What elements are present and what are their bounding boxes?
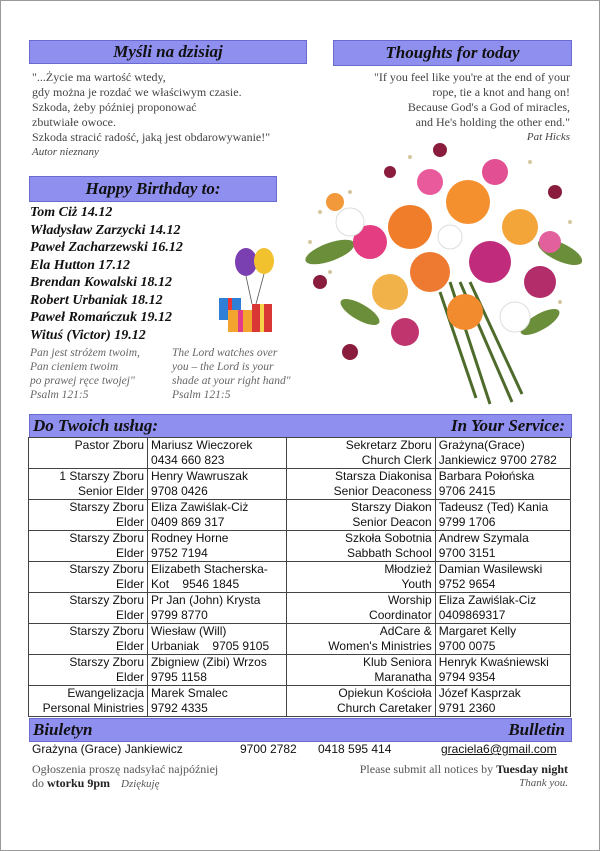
- role-line: Starsza Diakonisa: [335, 469, 432, 483]
- name-line: Eliza Zawiślak-Ciż: [151, 500, 249, 514]
- role-line: Starszy Zboru: [69, 655, 145, 669]
- name-line: Tadeusz (Ted) Kania: [438, 500, 549, 514]
- service-name-cell: [435, 686, 570, 717]
- bulletin-title-en: Bulletin: [508, 720, 565, 739]
- name-line: Henry Wawruszak: [151, 469, 248, 483]
- service-row: [29, 500, 571, 531]
- role-line: Starszy Zboru: [69, 531, 145, 545]
- bulletin-note-english: [300, 762, 568, 790]
- role-line: Starszy Diakon: [351, 500, 432, 514]
- role-line: Personal Ministries: [42, 701, 145, 715]
- birthday-item: Paweł Zacharzewski 16.12: [30, 240, 183, 255]
- name-line: 9752 9654: [438, 577, 496, 591]
- note-en-line-1: [300, 762, 568, 776]
- birthday-item: Tom Ciż 14.12: [30, 205, 113, 220]
- service-name-cell: [435, 531, 570, 562]
- name-line: Eliza Zawiślak-Ciz: [438, 593, 537, 607]
- name-line: Pr Jan (John) Krysta: [151, 593, 261, 607]
- name-line: Elizabeth Stacherska-: [151, 562, 268, 576]
- mysli-quote: [32, 70, 307, 160]
- note-pl-prefix: do: [32, 776, 47, 790]
- role-line: Sekretarz Zboru: [345, 438, 432, 452]
- mysli-line: "...Życie ma wartość wtedy,: [32, 70, 166, 84]
- service-role-cell: [286, 624, 435, 655]
- role-line: Pastor Zboru: [74, 438, 145, 452]
- role-line: Sabbath School: [347, 546, 432, 560]
- role-line: Elder: [116, 608, 145, 622]
- role-line: Elder: [116, 546, 145, 560]
- service-row: [29, 686, 571, 717]
- name-line: 9795 1158: [151, 670, 207, 684]
- service-table: [28, 437, 571, 717]
- note-en-prefix: Please submit all notices by: [359, 762, 497, 776]
- name-line: Andrew Szymala: [438, 531, 529, 545]
- name-line: 9708 0426: [151, 484, 208, 498]
- role-line: Starszy Zboru: [69, 500, 145, 514]
- birthday-list: [30, 204, 183, 344]
- note-pl-line-1: Ogłoszenia proszę nadsyłać najpóźniej: [32, 762, 219, 776]
- name-line: 9799 1706: [438, 515, 496, 529]
- service-name-cell: [148, 438, 287, 469]
- thoughts-line: Because God's a God of miracles,: [407, 100, 570, 114]
- service-name-cell: [148, 531, 287, 562]
- name-line: Henryk Kwaśniewski: [438, 655, 549, 669]
- bulletin-contact-name: Grażyna (Grace) Jankiewicz: [32, 742, 183, 756]
- note-pl-deadline: wtorku 9pm: [47, 776, 111, 790]
- name-line: 9799 8770: [151, 608, 208, 622]
- service-row: [29, 655, 571, 686]
- flower-bouquet-icon: [290, 132, 592, 414]
- service-row: [29, 469, 571, 500]
- name-line: 0434 660 823: [151, 453, 225, 467]
- psalm-line: Psalm 121:5: [172, 389, 231, 401]
- role-line: Młodzież: [384, 562, 432, 576]
- psalm-english: [172, 346, 291, 402]
- role-line: Senior Elder: [78, 484, 145, 498]
- name-line: Rodney Horne: [151, 531, 229, 545]
- role-line: Women's Ministries: [328, 639, 432, 653]
- service-row: [29, 624, 571, 655]
- service-role-cell: [286, 686, 435, 717]
- role-line: Elder: [116, 670, 145, 684]
- service-name-cell: [435, 469, 570, 500]
- service-role-cell: [29, 469, 148, 500]
- service-role-cell: [29, 593, 148, 624]
- role-line: Ewangelizacja: [67, 686, 145, 700]
- role-line: 1 Starszy Zboru: [59, 469, 145, 483]
- service-row: [29, 438, 571, 469]
- name-line: Barbara Połońska: [438, 469, 535, 483]
- service-table-body: [29, 438, 571, 717]
- service-role-cell: [286, 655, 435, 686]
- psalm-polish: [30, 346, 140, 402]
- service-role-cell: [29, 531, 148, 562]
- service-name-cell: [148, 469, 287, 500]
- bulletin-banner: [29, 718, 572, 742]
- mysli-line: Szkoda, żeby później proponować: [32, 100, 197, 114]
- thoughts-author: Pat Hicks: [526, 131, 570, 143]
- name-line: Józef Kasprzak: [438, 686, 521, 700]
- service-role-cell: [286, 469, 435, 500]
- role-line: Elder: [116, 577, 145, 591]
- name-line: Urbaniak 9705 9105: [151, 639, 270, 653]
- role-line: Starszy Zboru: [69, 624, 145, 638]
- service-title-pl: Do Twoich usług:: [33, 416, 159, 435]
- bulletin-phone-1: 9700 2782: [240, 742, 297, 756]
- bulletin-title-pl: Biuletyn: [33, 720, 93, 739]
- psalm-line: Psalm 121:5: [30, 389, 89, 401]
- service-role-cell: [29, 438, 148, 469]
- birthday-item: Paweł Romańczuk 19.12: [30, 310, 172, 325]
- name-line: Marek Smalec: [151, 686, 228, 700]
- note-en-deadline: Tuesday night: [496, 762, 568, 776]
- service-name-cell: [148, 562, 287, 593]
- note-pl-line-2: [32, 776, 218, 791]
- service-name-cell: [435, 438, 570, 469]
- mysli-line: gdy można je rozdać we właściwym czasie.: [32, 85, 242, 99]
- service-row: [29, 531, 571, 562]
- balloons-gifts-icon: [214, 246, 278, 334]
- service-banner: [29, 414, 572, 438]
- service-role-cell: [29, 624, 148, 655]
- service-name-cell: [435, 562, 570, 593]
- role-line: Church Clerk: [361, 453, 432, 467]
- thoughts-line: rope, tie a knot and hang on!: [432, 85, 570, 99]
- thoughts-banner: Thoughts for today: [333, 40, 572, 66]
- service-role-cell: [286, 438, 435, 469]
- note-en-thanks: Thank you.: [519, 777, 568, 789]
- name-line: Kot 9546 1845: [151, 577, 240, 591]
- name-line: Jankiewicz 9700 2782: [438, 453, 557, 467]
- service-name-cell: [148, 624, 287, 655]
- psalm-line: shade at your right hand": [172, 375, 291, 387]
- psalm-line: you – the Lord is your: [172, 361, 274, 373]
- role-line: Elder: [116, 515, 145, 529]
- birthday-item: Brendan Kowalski 18.12: [30, 275, 172, 290]
- service-role-cell: [29, 500, 148, 531]
- name-line: Mariusz Wieczorek: [151, 438, 253, 452]
- mysli-author: Autor nieznany: [32, 146, 99, 158]
- psalm-line: Pan cieniem twoim: [30, 361, 119, 373]
- mysli-banner: Myśli na dzisiaj: [29, 40, 307, 64]
- role-line: Szkoła Sobotnia: [345, 531, 432, 545]
- bulletin-phone-2: 0418 595 414: [318, 742, 392, 756]
- name-line: 9794 9354: [438, 670, 496, 684]
- service-name-cell: [148, 500, 287, 531]
- role-line: Church Caretaker: [337, 701, 432, 715]
- bulletin-email-link[interactable]: graciela6@gmail.com: [441, 742, 557, 756]
- service-name-cell: [435, 624, 570, 655]
- service-name-cell: [435, 655, 570, 686]
- name-line: Wiesław (Will): [151, 624, 227, 638]
- name-line: 9700 3151: [438, 546, 496, 560]
- name-line: Margaret Kelly: [438, 624, 517, 638]
- birthday-item: Ela Hutton 17.12: [30, 257, 130, 273]
- name-line: Zbigniew (Zibi) Wrzos: [151, 655, 267, 669]
- role-line: Starszy Zboru: [69, 562, 145, 576]
- name-line: 9791 2360: [438, 701, 496, 715]
- service-role-cell: [286, 531, 435, 562]
- psalm-line: Pan jest stróżem twoim,: [30, 347, 140, 359]
- service-name-cell: [435, 593, 570, 624]
- name-line: 9700 0075: [438, 639, 496, 653]
- role-line: Senior Deaconess: [333, 484, 432, 498]
- service-name-cell: [148, 686, 287, 717]
- role-line: AdCare &: [379, 624, 432, 638]
- note-pl-thanks: Dziękuję: [121, 778, 160, 790]
- service-name-cell: [148, 593, 287, 624]
- name-line: 0409869317: [438, 608, 506, 622]
- role-line: Klub Seniora: [363, 655, 432, 669]
- service-role-cell: [29, 686, 148, 717]
- name-line: 9752 7194: [151, 546, 208, 560]
- role-line: Senior Deacon: [352, 515, 432, 529]
- role-line: Worship: [387, 593, 432, 607]
- name-line: Grażyna(Grace): [438, 438, 525, 452]
- birthday-banner: Happy Birthday to:: [29, 176, 277, 202]
- service-row: [29, 593, 571, 624]
- service-role-cell: [286, 562, 435, 593]
- name-line: 9706 2415: [438, 484, 496, 498]
- psalm-line: po prawej ręce twojej": [30, 375, 135, 387]
- name-line: 0409 869 317: [151, 515, 225, 529]
- mysli-line: Szkoda stracić radość, jaką jest obdarowywanie!": [32, 130, 271, 144]
- name-line: Damian Wasilewski: [438, 562, 543, 576]
- bulletin-note-polish: [32, 762, 218, 791]
- thoughts-line: "If you feel like you're at the end of your: [374, 70, 570, 84]
- service-row: [29, 562, 571, 593]
- birthday-item: Władysław Zarzycki 14.12: [30, 222, 181, 238]
- role-line: Youth: [401, 577, 432, 591]
- service-role-cell: [286, 593, 435, 624]
- service-name-cell: [435, 500, 570, 531]
- role-line: Coordinator: [369, 608, 432, 622]
- service-role-cell: [286, 500, 435, 531]
- service-name-cell: [148, 655, 287, 686]
- psalm-line: The Lord watches over: [172, 347, 278, 359]
- birthday-item: Wituś (Victor) 19.12: [30, 327, 146, 343]
- role-line: Opiekun Kościoła: [338, 686, 432, 700]
- role-line: Elder: [116, 639, 145, 653]
- mysli-line: zbutwiałe owoce.: [32, 115, 116, 129]
- service-title-en: In Your Service:: [451, 416, 565, 435]
- name-line: 9792 4335: [151, 701, 208, 715]
- birthday-item: Robert Urbaniak 18.12: [30, 292, 163, 308]
- role-line: Maranatha: [374, 670, 432, 684]
- thoughts-line: and He's holding the other end.": [415, 115, 570, 129]
- role-line: Starszy Zboru: [69, 593, 145, 607]
- service-role-cell: [29, 655, 148, 686]
- service-role-cell: [29, 562, 148, 593]
